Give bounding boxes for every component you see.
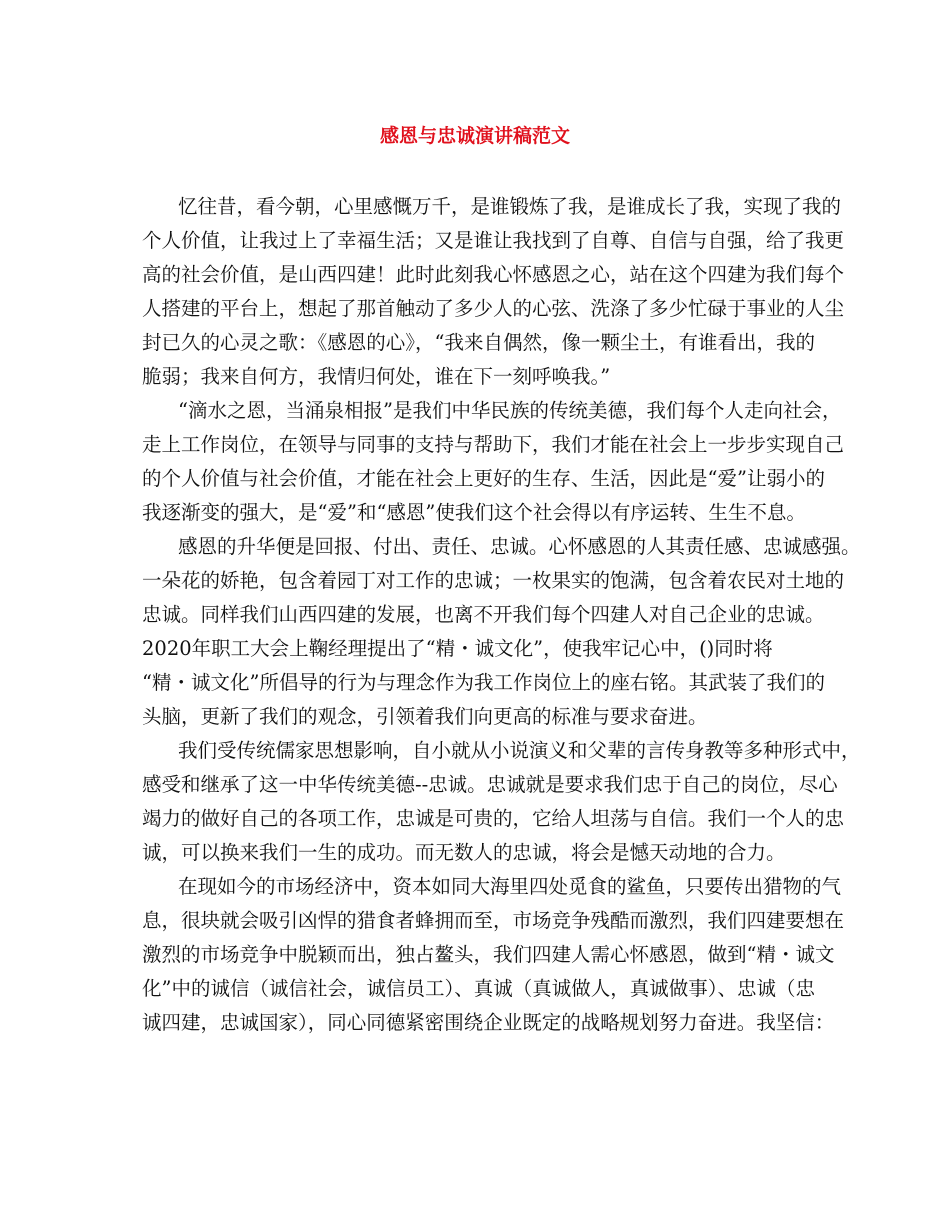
text-line: 头脑，更新了我们的观念，引领着我们向更高的标准与要求奋进。 bbox=[142, 705, 708, 728]
text-line: 化”中的诚信（诚信社会，诚信员工）、真诚（真诚做人，真诚做事）、忠诚（忠 bbox=[142, 977, 815, 1000]
text-line: 激烈的市场竞争中脱颖而出，独占鳌头，我们四建人需心怀感恩，做到“精・诚文 bbox=[142, 943, 835, 966]
text-line: 封已久的心灵之歌：《感恩的心》，“我来自偶然，像一颗尘土，有谁看出，我的 bbox=[142, 331, 815, 354]
text-line: 忆往昔，看今朝，心里感慨万千，是谁锻炼了我，是谁成长了我，实现了我的 bbox=[178, 195, 842, 218]
text-line: 感恩的升华便是回报、付出、责任、忠诚。心怀感恩的人其责任感、忠诚感强。 bbox=[178, 535, 861, 558]
text-line: 2020年职工大会上鞠经理提出了“精・诚文化”，使我牢记心中，()同时将 bbox=[142, 637, 773, 660]
text-line: “滴水之恩，当涌泉相报”是我们中华民族的传统美德，我们每个人走向社会， bbox=[178, 399, 842, 422]
text-line: 走上工作岗位，在领导与同事的支持与帮助下，我们才能在社会上一步步实现自己 bbox=[142, 433, 845, 456]
text-line: 个人价值，让我过上了幸福生活；又是谁让我找到了自尊、自信与自强，给了我更 bbox=[142, 229, 845, 252]
paragraph-4 bbox=[142, 734, 861, 870]
text-line: 脆弱；我来自何方，我情归何处，谁在下一刻呼唤我。” bbox=[142, 365, 611, 388]
text-line: “精・诚文化”所倡导的行为与理念作为我工作岗位上的座右铭。其武装了我们的 bbox=[142, 671, 825, 694]
text-line: 高的社会价值，是山西四建！此时此刻我心怀感恩之心，站在这个四建为我们每个 bbox=[142, 263, 845, 286]
text-line: 诚四建，忠诚国家），同心同德紧密围绕企业既定的战略规划努力奋进。我坚信： bbox=[142, 1011, 835, 1034]
text-line: 在现如今的市场经济中，资本如同大海里四处觅食的鲨鱼，只要传出猎物的气 bbox=[178, 875, 842, 898]
document-title: 感恩与忠诚演讲稿范文 bbox=[379, 125, 570, 147]
text-line: 我们受传统儒家思想影响，自小就从小说演义和父辈的言传身教等多种形式中， bbox=[178, 739, 861, 762]
paragraph-2 bbox=[142, 394, 845, 530]
paragraph-1 bbox=[142, 190, 845, 394]
text-line: 人搭建的平台上，想起了那首触动了多少人的心弦、洗涤了多少忙碌于事业的人尘 bbox=[142, 297, 845, 320]
text-line: 诚，可以换来我们一生的成功。而无数人的忠诚，将会是憾天动地的合力。 bbox=[142, 841, 786, 864]
text-line: 的个人价值与社会价值，才能在社会上更好的生存、生活，因此是“爱”让弱小的 bbox=[142, 467, 825, 490]
text-line: 忠诚。同样我们山西四建的发展，也离不开我们每个四建人对自己企业的忠诚。 bbox=[142, 603, 825, 626]
text-line: 我逐渐变的强大，是“爱”和“感恩”使我们这个社会得以有序运转、生生不息。 bbox=[142, 501, 806, 524]
document-body bbox=[142, 190, 861, 1040]
paragraph-3 bbox=[142, 530, 861, 734]
text-line: 一朵花的娇艳，包含着园丁对工作的忠诚；一枚果实的饱满，包含着农民对土地的 bbox=[142, 569, 845, 592]
paragraph-5 bbox=[142, 870, 845, 1040]
text-line: 息，很块就会吸引凶悍的猎食者蜂拥而至，市场竞争残酷而激烈，我们四建要想在 bbox=[142, 909, 845, 932]
text-line: 感受和继承了这一中华传统美德--忠诚。忠诚就是要求我们忠于自己的岗位，尽心 bbox=[142, 773, 838, 796]
text-line: 竭力的做好自己的各项工作，忠诚是可贵的，它给人坦荡与自信。我们一个人的忠 bbox=[142, 807, 845, 830]
